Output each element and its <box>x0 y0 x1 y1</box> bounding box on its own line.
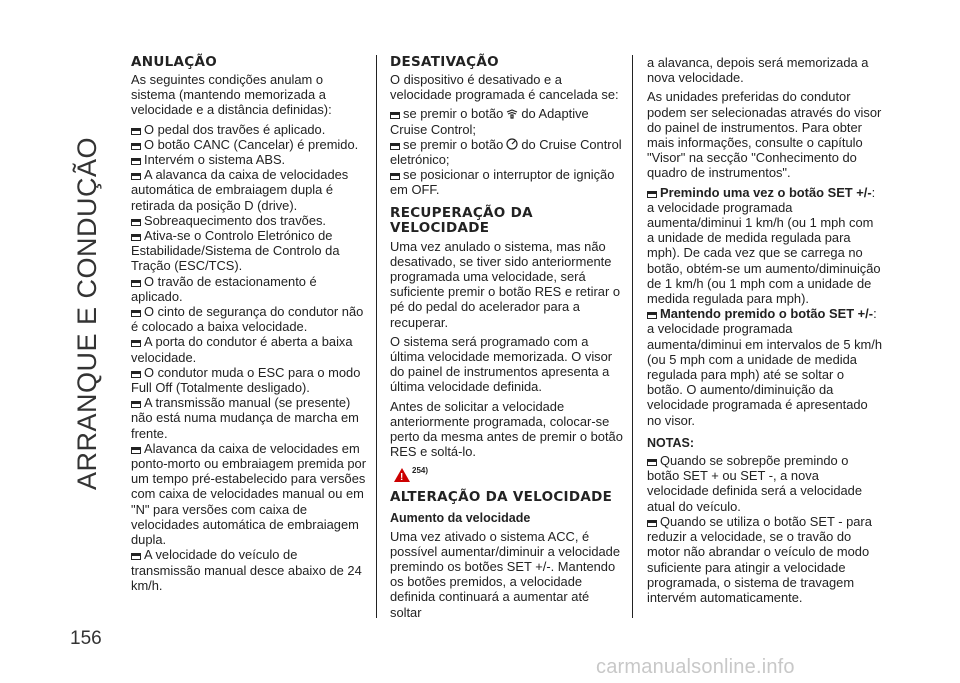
list-item: Premindo uma vez o botão SET +/-: a velocidade programada aumenta/diminui 1 km/h (ou 1 mph com a unidade de medida regulada para mph). De cada vez que se carrega no botão, obtém-se um aumento/diminuição de 1 km/h (ou 1 mph com a unidade de medida regulada para mph). <box>647 184 881 307</box>
list-item: A porta do condutor é aberta a baixa velocidade. <box>131 334 353 365</box>
list-item: Mantendo premido o botão SET +/-: a velocidade programada aumenta/diminui em intervalos de 5 km/h (ou 5 mph com a unidade de medida regulada para mph) até se soltar o botão. O aumento/diminuição da velocidade programada é apresentado no visor. <box>647 306 883 428</box>
warning-ref: !$^{254)}$ <box>394 463 624 482</box>
bullet-icon <box>131 371 141 378</box>
adaptive-cruise-control-icon <box>506 109 518 119</box>
list-item: Quando se utiliza o botão SET - para reduzir a velocidade, se o travão do motor não abrandar o veículo de modo suficiente para atingir a velocidade programada, o sistema de travagem intervém automaticamente. <box>647 513 872 605</box>
bullet-icon <box>647 312 657 319</box>
col3-p2: As unidades preferidas do condutor podem ser selecionadas através do visor do painel de instrumentos. Para obter mais informações, consulte o capítulo "Visor" na secção "Conhecimento do quadro de instrumentos". <box>647 89 882 181</box>
recuperacao-p2: O sistema será programado com a última velocidade memorizada. O visor do painel de instrumentos apresenta a última velocidade definida. <box>390 333 613 395</box>
heading-anulacao: ANULAÇÃO <box>131 54 217 70</box>
list-item: Quando se sobrepõe premindo o botão SET + ou SET -, a nova velocidade definida será a velocidade atual do veículo. <box>647 453 862 514</box>
cruise-control-icon <box>506 138 518 150</box>
bullet-icon <box>131 401 141 408</box>
bullet-icon <box>131 219 141 226</box>
bullet-icon <box>390 112 400 119</box>
list-item: O cinto de segurança do condutor não é colocado a baixa velocidade. <box>131 304 364 335</box>
list-item: Ativa-se o Controlo Eletrónico de Estabilidade/Sistema de Controlo da Tração (ESC/TCS). <box>131 228 340 274</box>
bullet-icon <box>131 310 141 317</box>
bullet-icon <box>131 234 141 241</box>
column-divider-left <box>376 55 377 618</box>
desativacao-intro: O dispositivo é desativado e a velocidade programada é cancelada se: <box>390 72 619 103</box>
list-item: A velocidade do veículo de transmissão manual desce abaixo de 24 km/h. <box>131 547 362 593</box>
recuperacao-p1: Uma vez anulado o sistema, mas não desativado, se tiver sido anteriormente programada uma velocidade, será suficiente premir o botão RES e retirar o pé do pedal do acelerador para a recuperar. <box>390 238 620 330</box>
bullet-icon <box>131 340 141 347</box>
bullet-icon <box>647 191 657 198</box>
bullet-icon <box>131 280 141 287</box>
heading-desativacao: DESATIVAÇÃO <box>390 54 499 70</box>
watermark: carmanualsonline.info <box>596 656 795 678</box>
bullet-icon <box>647 520 657 527</box>
bullet-icon <box>131 128 141 135</box>
list-item: se posicionar o interruptor de ignição em OFF. <box>390 167 615 198</box>
anulacao-intro: As seguintes condições anulam o sistema (mantendo memorizada a velocidade e a distância definidas): <box>131 72 332 118</box>
anulacao-list <box>131 122 367 593</box>
list-item: Intervém o sistema ABS. <box>131 152 367 167</box>
list-item: Alavanca da caixa de velocidades em ponto-morto ou embraiagem premida por um tempo pré-estabelecido para versões com caixa de velocidades manual ou em "N" para versões com caixa de velocidades automática de embraiagem dupla. <box>131 440 367 548</box>
aumento-text: Uma vez ativado o sistema ACC, é possível aumentar/diminuir a velocidade premindo os botões SET +/-. Mantendo os botões premidos, a velocidade definida continuará a aumentar até soltar <box>390 528 621 620</box>
heading-recuperacao: RECUPERAÇÃO DA VELOCIDADE <box>390 204 533 236</box>
chapter-side-title: ARRANQUE E CONDUÇÃO <box>72 136 102 490</box>
list-item: A alavanca da caixa de velocidades automática de embraiagem dupla é retirada da posição D (drive). <box>131 167 349 213</box>
bullet-icon <box>390 143 400 150</box>
column-divider-right <box>632 55 633 618</box>
list-item: O travão de estacionamento é aplicado. <box>131 273 317 304</box>
bullet-icon <box>131 158 141 165</box>
bullet-icon <box>647 459 657 466</box>
bullet-icon <box>131 553 141 560</box>
list-item: O botão CANC (Cancelar) é premido. <box>131 137 367 152</box>
bullet-icon <box>131 173 141 180</box>
column-1 <box>131 55 367 593</box>
column-2 <box>390 55 624 624</box>
bullet-icon <box>131 143 141 150</box>
subheading-aumento: Aumento da velocidade <box>390 511 531 526</box>
bullet-icon <box>131 447 141 454</box>
bullet-icon <box>390 173 400 180</box>
list-item: se premir o botão do Adaptive Cruise Control; <box>390 106 589 137</box>
notes-heading: NOTAS: <box>647 435 694 450</box>
list-item: se premir o botão do Cruise Control eletrónico; <box>390 136 622 168</box>
column-3 <box>647 55 883 605</box>
heading-alteracao: ALTERAÇÃO DA VELOCIDADE <box>390 489 613 506</box>
col3-p1: a alavanca, depois será memorizada a nova velocidade. <box>647 55 869 86</box>
warning-icon <box>394 468 410 482</box>
list-item: A transmissão manual (se presente) não está numa mudança de marcha em frente. <box>131 395 359 441</box>
recuperacao-p3: Antes de solicitar a velocidade anteriormente programada, colocar-se perto da mesma antes de premir o botão RES e soltá-lo. <box>390 398 623 460</box>
page-number: 156 <box>70 628 102 649</box>
list-item: O condutor muda o ESC para o modo Full Off (Totalmente desligado). <box>131 364 361 396</box>
list-item: Sobreaquecimento dos travões. <box>131 213 367 228</box>
list-item: O pedal dos travões é aplicado. <box>131 122 367 137</box>
